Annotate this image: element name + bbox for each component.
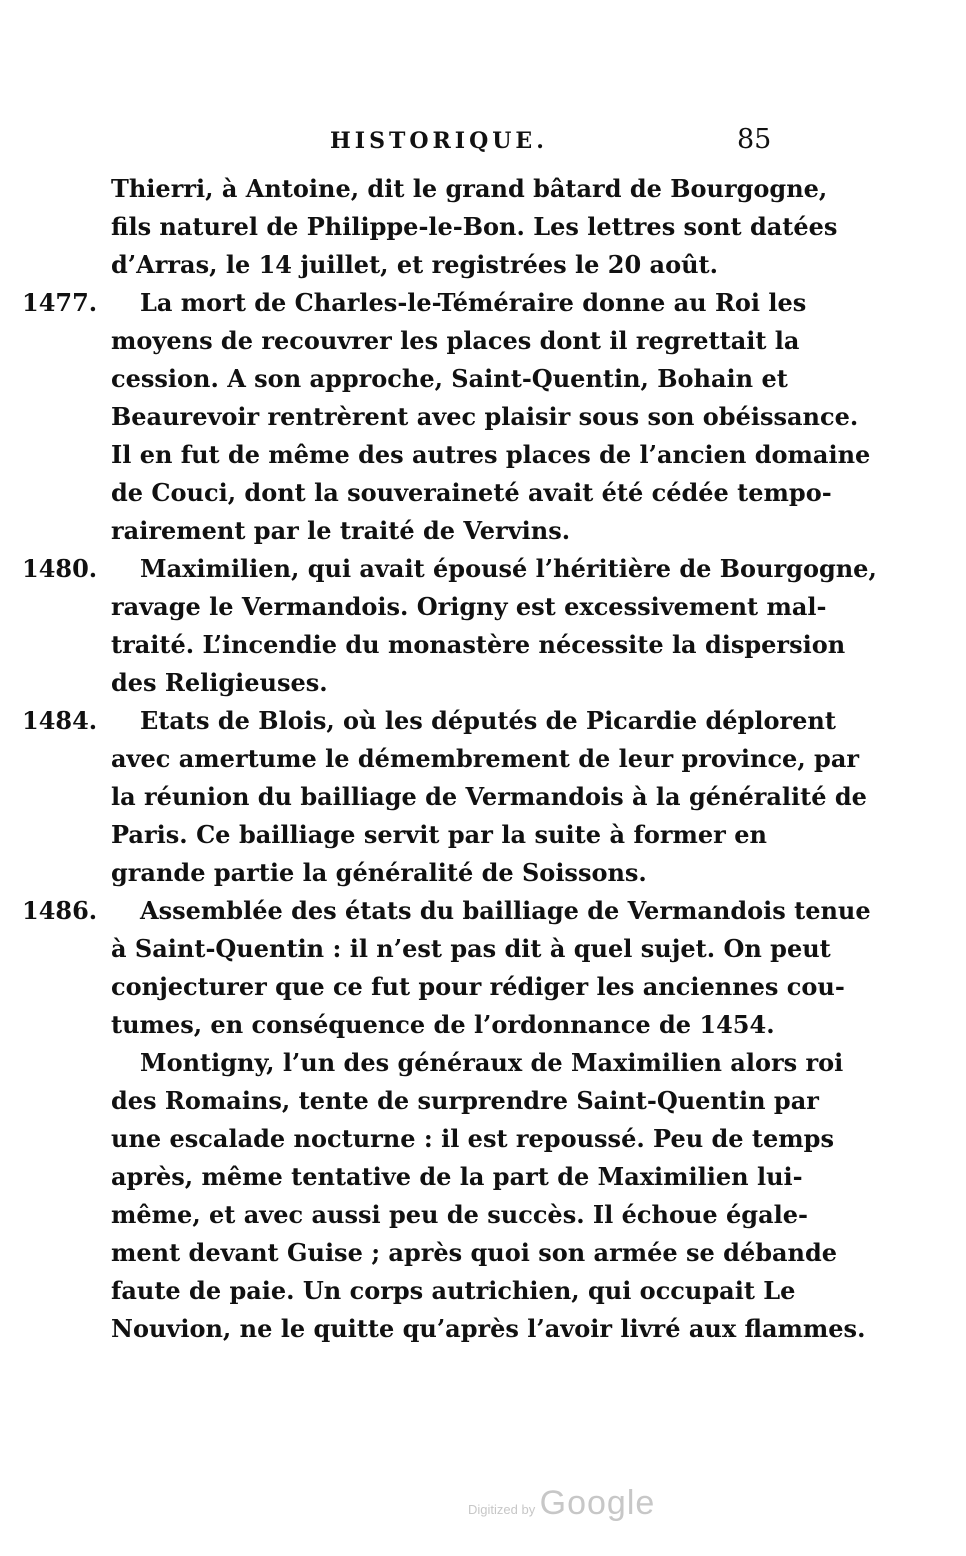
page-number: 85 bbox=[737, 124, 772, 155]
text-line: Montigny, l’un des généraux de Maximilien alors roi bbox=[140, 1048, 844, 1077]
text-line: moyens de recouvrer les places dont il regrettait la bbox=[111, 326, 800, 355]
text-line: fils naturel de Philippe-le-Bon. Les lettres sont datées bbox=[111, 212, 838, 241]
text-line: des Romains, tente de surprendre Saint-Quentin par bbox=[111, 1086, 819, 1115]
text-line: faute de paie. Un corps autrichien, qui occupait Le bbox=[111, 1276, 796, 1305]
text-line: La mort de Charles-le-Téméraire donne au Roi les bbox=[140, 288, 807, 317]
watermark-prefix: Digitized by bbox=[468, 1502, 536, 1517]
text-line: Maximilien, qui avait épousé l’héritière de Bourgogne, bbox=[140, 554, 877, 583]
text-line: tumes, en conséquence de l’ordonnance de 1454. bbox=[111, 1010, 775, 1039]
text-line: cession. A son approche, Saint-Quentin, Bohain et bbox=[111, 364, 788, 393]
text-line: conjecturer que ce fut pour rédiger les anciennes cou- bbox=[111, 972, 845, 1001]
text-line: de Couci, dont la souveraineté avait été cédée tempo- bbox=[111, 478, 832, 507]
year-marginal-note: 1480. bbox=[22, 554, 98, 583]
text-line: Thierri, à Antoine, dit le grand bâtard de Bourgogne, bbox=[111, 174, 828, 203]
text-line: la réunion du bailliage de Vermandois à la généralité de bbox=[111, 782, 867, 811]
text-line: Nouvion, ne le quitte qu’après l’avoir livré aux flammes. bbox=[111, 1314, 866, 1343]
text-line: une escalade nocturne : il est repoussé. Peu de temps bbox=[111, 1124, 834, 1153]
running-head: HISTORIQUE. bbox=[330, 128, 548, 154]
text-line: ment devant Guise ; après quoi son armée se débande bbox=[111, 1238, 838, 1267]
text-line: même, et avec aussi peu de succès. Il échoue égale- bbox=[111, 1200, 808, 1229]
text-line: Il en fut de même des autres places de l’ancien domaine bbox=[111, 440, 871, 469]
text-line: après, même tentative de la part de Maximilien lui- bbox=[111, 1162, 803, 1191]
watermark-brand: Google bbox=[539, 1484, 656, 1522]
text-line: rairement par le traité de Vervins. bbox=[111, 516, 571, 545]
year-marginal-note: 1486. bbox=[22, 896, 98, 925]
year-marginal-note: 1477. bbox=[22, 288, 98, 317]
text-line: Assemblée des états du bailliage de Vermandois tenue bbox=[140, 896, 871, 925]
text-line: Paris. Ce bailliage servit par la suite à former en bbox=[111, 820, 767, 849]
text-line: des Religieuses. bbox=[111, 668, 328, 697]
text-line: traité. L’incendie du monastère nécessite la dispersion bbox=[111, 630, 846, 659]
year-marginal-note: 1484. bbox=[22, 706, 98, 735]
digitized-by-watermark bbox=[468, 1484, 655, 1523]
text-line: grande partie la généralité de Soissons. bbox=[111, 858, 647, 887]
text-line: à Saint-Quentin : il n’est pas dit à quel sujet. On peut bbox=[111, 934, 831, 963]
text-line: ravage le Vermandois. Origny est excessivement mal- bbox=[111, 592, 827, 621]
text-line: Beaurevoir rentrèrent avec plaisir sous son obéissance. bbox=[111, 402, 859, 431]
text-line: Etats de Blois, où les députés de Picardie déplorent bbox=[140, 706, 836, 735]
text-line: d’Arras, le 14 juillet, et registrées le 20 août. bbox=[111, 250, 718, 279]
text-line: avec amertume le démembrement de leur province, par bbox=[111, 744, 860, 773]
